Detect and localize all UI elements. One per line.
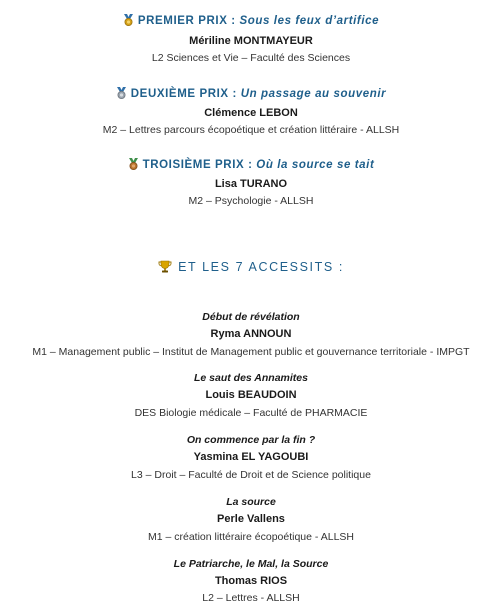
accessit-3-work: On commence par la fin ?: [186, 434, 316, 446]
prize-2-winner: Clémence LEBON: [204, 107, 298, 119]
accessit-4-author: Perle Vallens: [217, 513, 285, 525]
accessit-2-author: Louis BEAUDOIN: [205, 389, 297, 401]
prize-1-title: Sous les feux d’artifice: [239, 15, 380, 27]
gold-medal-icon: [123, 14, 134, 26]
prize-2-title: Un passage au souvenir: [240, 88, 387, 100]
silver-medal-icon: [116, 87, 127, 99]
prize-3-detail: M2 – Psychologie - ALLSH: [188, 195, 314, 207]
prize-1-rank: PREMIER PRIX :: [137, 15, 236, 27]
trophy-icon: [158, 260, 172, 273]
accessit-3-author: Yasmina EL YAGOUBI: [193, 451, 309, 463]
prize-3-winner: Lisa TURANO: [214, 178, 288, 190]
accessit-1-author: Ryma ANNOUN: [210, 328, 292, 340]
prize-2-rank: DEUXIÈME PRIX :: [130, 88, 237, 100]
accessit-2-work: Le saut des Annamites: [194, 372, 308, 384]
accessit-5-author: Thomas RIOS: [214, 575, 288, 587]
accessit-4-work: La source: [226, 496, 276, 508]
accessit-1-detail: M1 – Management public – Institut de Management public et gouvernance territoriale - IMPGT: [32, 346, 470, 358]
prize-3-title: Où la source se tait: [256, 159, 375, 171]
prize-1-detail: L2 Sciences et Vie – Faculté des Sciences: [151, 52, 351, 64]
prize-3-rank: TROISIÈME PRIX :: [142, 159, 253, 171]
accessit-4-detail: M1 – création littéraire écopoétique - ALLSH: [147, 531, 355, 543]
accessit-5-work: Le Patriarche, le Mal, la Source: [173, 558, 329, 570]
prize-2-detail: M2 – Lettres parcours écopoétique et création littéraire - ALLSH: [102, 124, 400, 136]
prize-1-heading: [0, 14, 502, 27]
accessit-5-detail: L2 – Lettres - ALLSH: [202, 592, 300, 604]
prize-1-winner: Mériline MONTMAYEUR: [189, 35, 313, 47]
accessit-2-detail: DES Biologie médicale – Faculté de PHARMACIE: [134, 407, 368, 419]
bronze-medal-icon: [128, 158, 139, 170]
accessits-heading-text: ET LES 7 ACCESSITS :: [178, 260, 344, 274]
prize-2-heading: [0, 87, 502, 100]
accessit-3-detail: L3 – Droit – Faculté de Droit et de Science politique: [131, 469, 371, 481]
prize-3-heading: [0, 158, 502, 171]
accessit-1-work: Début de révélation: [202, 311, 300, 323]
accessits-heading: [0, 260, 502, 274]
